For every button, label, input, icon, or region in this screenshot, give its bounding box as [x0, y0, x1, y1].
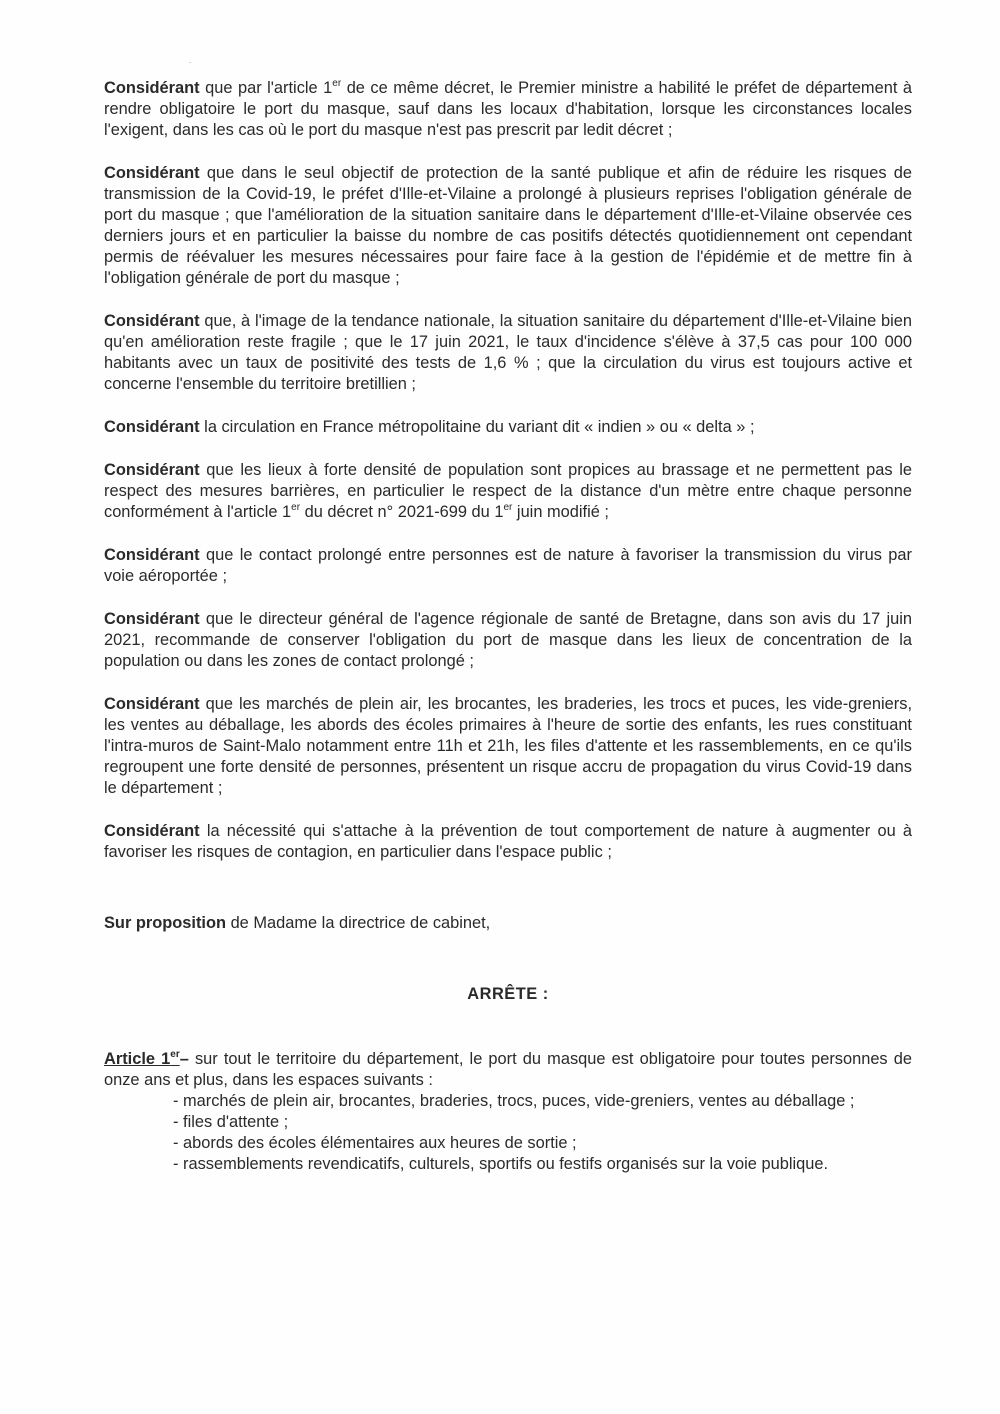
article-1-intro: Article 1er– sur tout le territoire du département, le port du masque est obligatoire pour toutes personnes de onze ans et plus, dans les espaces suivants :	[104, 1048, 912, 1089]
list-item: - marchés de plein air, brocantes, braderies, trocs, puces, vide-greniers, ventes au déballage ;	[173, 1092, 855, 1110]
arrete-heading: ARRÊTE :	[467, 985, 549, 1003]
considerant-lead: Considérant	[104, 695, 200, 713]
list-item: - abords des écoles élémentaires aux heures de sortie ;	[173, 1134, 577, 1152]
considerant-8: Considérant que les marchés de plein air, les brocantes, les braderies, les trocs et puces, les vide-greniers, les ventes au déballage, les abords des écoles primaires à l'heure de sortie des enfants, les rues constituant l'intra-muros de Saint-Malo notamment entre 11h et 21h, les files d'attente et les rassemblements, en ce qu'ils regroupent une forte densité de personnes, présentent un risque accru de propagation du virus Covid-19 dans le département ;	[104, 695, 912, 797]
considerant-lead: Considérant	[104, 610, 200, 628]
document-body	[104, 78, 912, 1175]
considerant-7: Considérant que le directeur général de l'agence régionale de santé de Bretagne, dans son avis du 17 juin 2021, recommande de conserver l'obligation du port de masque dans les lieux de concentration de la population ou dans les zones de contact prolongé ;	[104, 610, 912, 670]
considerant-9: Considérant la nécessité qui s'attache à la prévention de tout comportement de nature à augmenter ou à favoriser les risques de contagion, en particulier dans l'espace public ;	[104, 822, 912, 861]
considerant-lead: Considérant	[104, 418, 200, 436]
considerant-lead: Considérant	[104, 546, 200, 564]
considerant-lead: Considérant	[104, 312, 200, 330]
proposition-lead: Sur proposition	[104, 914, 227, 932]
considerant-2: Considérant que dans le seul objectif de protection de la santé publique et afin de réduire les risques de transmission de la Covid-19, le préfet d'Ille-et-Vilaine a prolongé à plusieurs reprises l'obligation générale de port du masque ; que l'amélioration de la situation sanitaire dans le département d'Ille-et-Vilaine observée ces derniers jours et en particulier la baisse du nombre de cas positifs détectés quotidiennement ont cependant permis de réévaluer les mesures nécessaires pour faire face à la gestion de l'épidémie et de mettre fin à l'obligation générale de port du masque ;	[104, 164, 912, 287]
proposition-text: de Madame la directrice de cabinet,	[226, 914, 491, 932]
proposition-paragraph	[104, 913, 912, 934]
article-1-list	[104, 1091, 912, 1175]
considerant-6: Considérant que le contact prolongé entre personnes est de nature à favoriser la transmission du virus par voie aéroportée ;	[104, 546, 912, 585]
considerant-5: Considérant que les lieux à forte densité de population sont propices au brassage et ne permettent pas le respect des mesures barrières, en particulier le respect de la distance d'un mètre entre chaque personne conformément à l'article 1er du décret n° 2021-699 du 1er juin modifié ;	[104, 461, 912, 521]
considerant-lead: Considérant	[104, 822, 200, 840]
considerant-1: Considérant que par l'article 1er de ce même décret, le Premier ministre a habilité le préfet de département à rendre obligatoire le port du masque, sauf dans les locaux d'habitation, lorsque les circonstances locales l'exigent, dans les cas où le port du masque n'est pas prescrit par ledit décret ;	[104, 77, 912, 139]
considerant-lead: Considérant	[104, 79, 200, 97]
considerant-3: Considérant que, à l'image de la tendance nationale, la situation sanitaire du département d'Ille-et-Vilaine bien qu'en amélioration reste fragile ; que le 17 juin 2021, le taux d'incidence s'élève à 37,5 cas pour 100 000 habitants avec un taux de positivité des tests de 1,6 % ; que la circulation du virus est toujours active et concerne l'ensemble du territoire bretillien ;	[104, 312, 912, 393]
list-item: - rassemblements revendicatifs, culturels, sportifs ou festifs organisés sur la voie publique.	[173, 1155, 829, 1173]
article-1-text: sur tout le territoire du département, le port du masque est obligatoire pour toutes personnes de onze ans et plus, dans les espaces suivants :	[104, 1050, 912, 1089]
considerant-4: Considérant la circulation en France métropolitaine du variant dit « indien » ou « delta » ;	[104, 418, 755, 436]
considerant-lead: Considérant	[104, 461, 200, 479]
list-item: - files d'attente ;	[173, 1113, 289, 1131]
article-1-title: Article 1er	[104, 1048, 180, 1068]
considerant-lead: Considérant	[104, 164, 200, 182]
scan-speck	[189, 62, 191, 63]
